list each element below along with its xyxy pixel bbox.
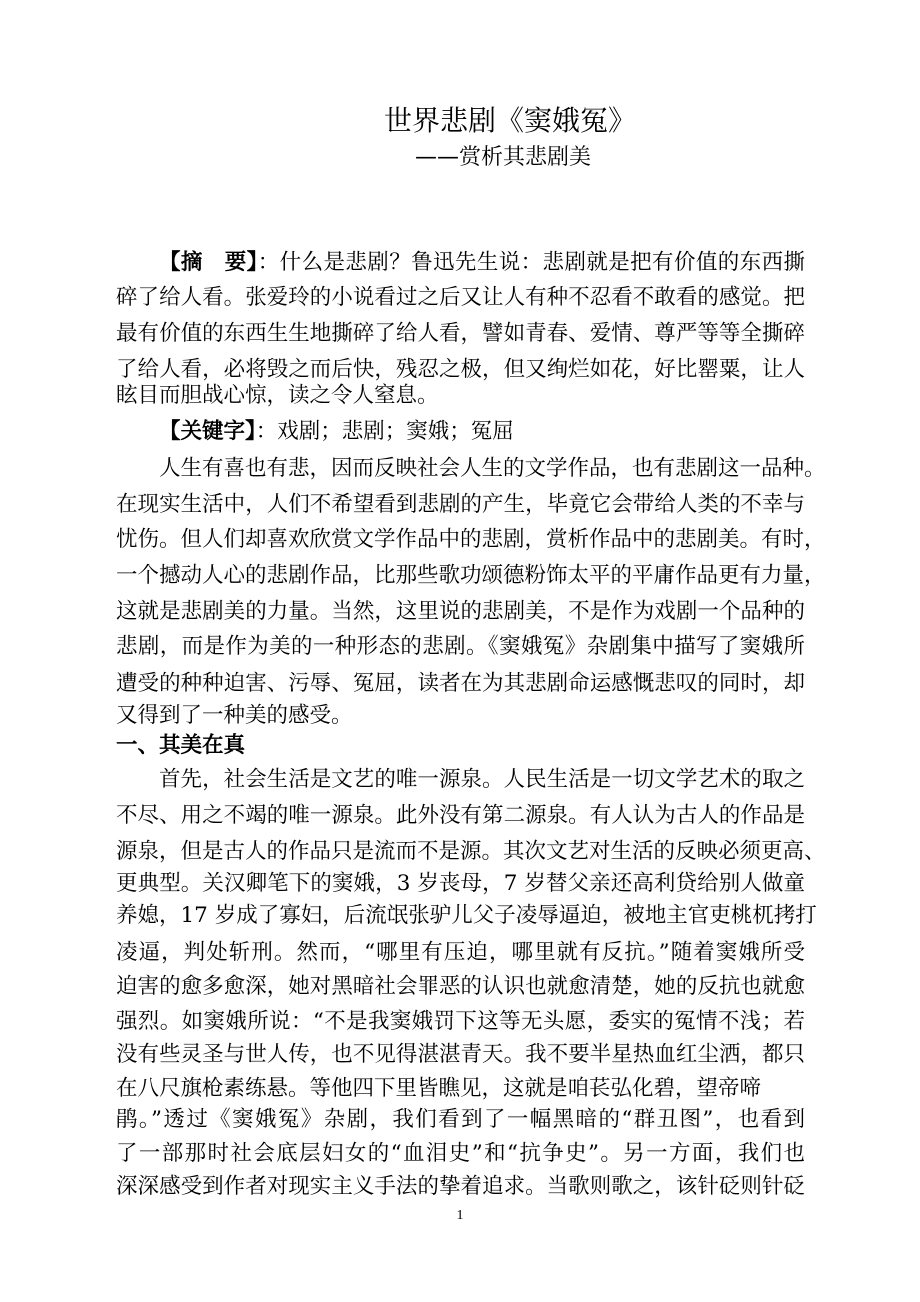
keywords-text: ：戏剧；悲剧；窦娥；冤屈 [255, 419, 514, 444]
paragraph-line: 迫害的愈多愈深，她对黑暗社会罪恶的认识也就愈清楚，她的反抗也就愈 [116, 974, 805, 999]
paragraph-line: 人生有喜也有悲，因而反映社会人生的文学作品，也有悲剧这一品种。 [159, 456, 826, 481]
paragraph-line: 悲剧，而是作为美的一种形态的悲剧。《窦娥冤》杂剧集中描写了窦娥所 [116, 634, 805, 659]
abstract-line: 【摘 要】：什么是悲剧？鲁迅先生说：悲剧就是把有价值的东西撕 [159, 250, 805, 275]
paragraph-line: 忧伤。但人们却喜欢欣赏文学作品中的悲剧，赏析作品中的悲剧美。有时， [116, 527, 826, 552]
paragraph-line: 源泉，但是古人的作品只是流而不是源。其次文艺对生活的反映必须更高、 [116, 839, 826, 864]
abstract-line: 了给人看，必将毁之而后快，残忍之极，但又绚烂如花，好比罂粟，让人 [116, 357, 805, 382]
paragraph-line: 没有些灵圣与世人传，也不见得湛湛青天。我不要半星热血红尘洒，都只 [116, 1042, 805, 1067]
paragraph-line: 凌逼，判处斩刑。然而，“哪里有压迫，哪里就有反抗。”随着窦娥所受 [116, 940, 805, 965]
page-number: 1 [456, 1208, 464, 1223]
paragraph-line: 遭受的种种迫害、污辱、冤屈，读者在为其悲剧命运感慨悲叹的同时，却 [116, 671, 805, 696]
paragraph-line: 了一部那时社会底层妇女的“血泪史”和“抗争史”。另一方面，我们也 [116, 1141, 805, 1166]
paragraph-line: 首先，社会生活是文艺的唯一源泉。人民生活是一切文学艺术的取之 [159, 767, 805, 792]
paragraph-line: 不尽、用之不竭的唯一源泉。此外没有第二源泉。有人认为古人的作品是 [116, 803, 805, 828]
section-heading: 一、其美在真 [116, 733, 246, 758]
abstract-label: 【摘 要】 [159, 250, 258, 275]
document-title: 世界悲剧《窦娥冤》 [384, 104, 637, 137]
paragraph-line: 在八尺旗枪素练悬。等他四下里皆瞧见，这就是咱苌弘化碧，望帝啼 [116, 1076, 762, 1101]
paragraph-line: 强烈。如窦娥所说：“不是我窦娥罚下这等无头愿，委实的冤情不浅；若 [116, 1009, 805, 1034]
paragraph-line: 深深感受到作者对现实主义手法的挚着追求。当歌则歌之，该针砭则针砭 [116, 1174, 805, 1199]
paragraph-line: 在现实生活中，人们不希望看到悲剧的产生，毕竟它会带给人类的不幸与 [116, 492, 805, 517]
paragraph-line: 这就是悲剧美的力量。当然，这里说的悲剧美，不是作为戏剧一个品种的 [116, 599, 805, 624]
keywords-line [159, 413, 514, 450]
abstract-line: 眩目而胆战心惊，读之令人窒息。 [116, 383, 439, 408]
abstract-line: 最有价值的东西生生地撕碎了给人看，譬如青春、爱情、尊严等等全撕碎 [116, 321, 805, 346]
keywords-label: 【关键字】 [159, 419, 256, 444]
paragraph-line: 更典型。关汉卿笔下的窦娥，3 岁丧母，7 岁替父亲还高利贷给别人做童 [116, 871, 805, 896]
paragraph-line: 养媳，17 岁成了寡妇，后流氓张驴儿父子凌辱逼迫，被地主官吏桃杌拷打 [116, 903, 817, 928]
document-subtitle: ——赏析其悲剧美 [415, 145, 592, 170]
paragraph-line: 鹃。”透过《窦娥冤》杂剧，我们看到了一幅黑暗的“群丑图”，也看到 [116, 1107, 805, 1132]
paragraph-line: 一个撼动人心的悲剧作品，比那些歌功颂德粉饰太平的平庸作品更有力量， [116, 563, 826, 588]
abstract-line: 碎了给人看。张爱玲的小说看过之后又让人有种不忍看不敢看的感觉。把 [116, 285, 805, 310]
paragraph-line: 又得到了一种美的感受。 [116, 703, 353, 728]
